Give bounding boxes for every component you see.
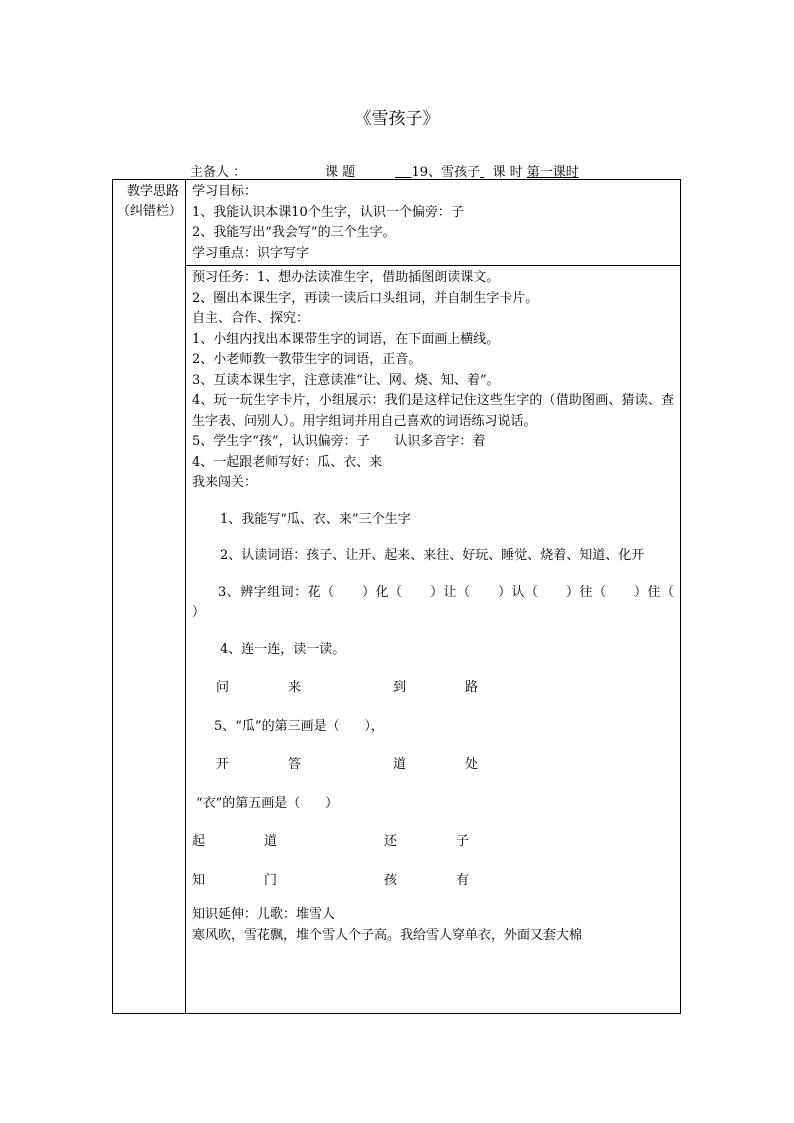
match-word: 道 <box>264 834 278 849</box>
match-word: 开 <box>216 757 230 772</box>
match-row-a <box>192 678 674 699</box>
coop-item: 5、学生字“孩”，认识偏旁：子 认识多音字：着 <box>192 434 486 449</box>
preview-task: 预习任务：1、想办法读准生字，借助插图朗读课文。 <box>192 270 500 285</box>
match-word: 来 <box>288 680 302 695</box>
side-label-1: 教学思路 <box>127 184 180 199</box>
match-word: 孩 <box>384 872 398 888</box>
match-word: 起 <box>192 834 206 849</box>
match-word: 门 <box>264 872 278 888</box>
coop-item: 1、小组内找出本课带生字的词语，在下面画上横线。 <box>192 331 500 347</box>
match-word: 知 <box>192 872 206 888</box>
question-3: 3、辨字组词：花（ ）化（ ）让（ ）认（ ）往（ ）住（ ） <box>192 584 699 620</box>
coop-item: 3、互读本课生字，注意读准“让、网、烧、知、着”。 <box>192 372 500 388</box>
match-word: 道 <box>393 757 407 772</box>
question-5: 5、“瓜”的第三画是（ ）， <box>214 718 384 734</box>
main-cell <box>186 266 699 1014</box>
period-value: 第一课时 <box>526 165 579 180</box>
match-word: 处 <box>465 757 479 772</box>
coop-item: 2、小老师教一教带生字的词语，正音。 <box>192 352 422 367</box>
match-word: 子 <box>456 834 470 849</box>
preparer-label: 主备人 ： <box>190 165 247 180</box>
side-label-2: （纠错栏） <box>117 204 183 219</box>
lesson-table <box>112 179 699 1014</box>
topic-label: 课 题 <box>325 165 356 180</box>
coop-item: 4、一起跟老师写好：瓜、衣、来 <box>192 454 383 470</box>
match-word: 问 <box>216 680 230 695</box>
match-word: 答 <box>288 757 302 772</box>
goals-cell <box>186 180 681 266</box>
preview-task-2: 2、圈出本课生字，再读一读后口头组词，并自制生字卡片。 <box>192 290 539 306</box>
match-word: 路 <box>465 680 479 695</box>
question-4: 4、连一连，读一读。 <box>220 641 346 657</box>
period-label: 课 时 <box>492 165 523 180</box>
goal-item: 2、我能写出“我会写”的三个生字。 <box>192 225 396 240</box>
goals-focus: 学习重点：识字写字 <box>192 245 310 261</box>
coop-heading: 自主、合作、探究： <box>192 311 310 326</box>
question-2: 2、认读词语：孩子、让开、起来、来往、好玩、睡觉、烧着、知道、化开 <box>220 548 645 563</box>
match-word: 到 <box>393 680 407 695</box>
question-6: “衣”的第五画是（ ） <box>196 795 339 811</box>
side-column <box>113 180 186 1014</box>
extension-text: 寒风吹，雪花飘，堆个雪人个子高。我给雪人穿单衣，外面又套大棉 <box>192 927 583 943</box>
goal-item: 1、我能认识本课10个生字，认识一个偏旁：子 <box>192 204 464 220</box>
match-word: 还 <box>384 834 398 849</box>
document-title: 《雪孩子》 <box>354 109 440 129</box>
match-row-c <box>192 832 674 853</box>
question-1: 1、我能写“瓜、衣、来”三个生字 <box>220 511 411 527</box>
goals-heading: 学习目标： <box>192 184 258 199</box>
match-row-d <box>192 871 674 892</box>
coop-item: 4、玩一玩生字卡片，小组展示：我们是这样记住这些生字的（借助图画、猜读、查生字表、问别人）。用字组词并用自己喜欢的词语练习说话。 <box>192 393 674 429</box>
match-word: 有 <box>456 872 470 888</box>
match-row-b <box>192 755 674 776</box>
topic-value: 19、雪孩子 <box>411 165 481 180</box>
meta-line <box>190 161 579 180</box>
challenge-heading: 我来闯关： <box>192 475 258 490</box>
extension-heading: 知识延伸：儿歌：堆雪人 <box>192 907 336 922</box>
